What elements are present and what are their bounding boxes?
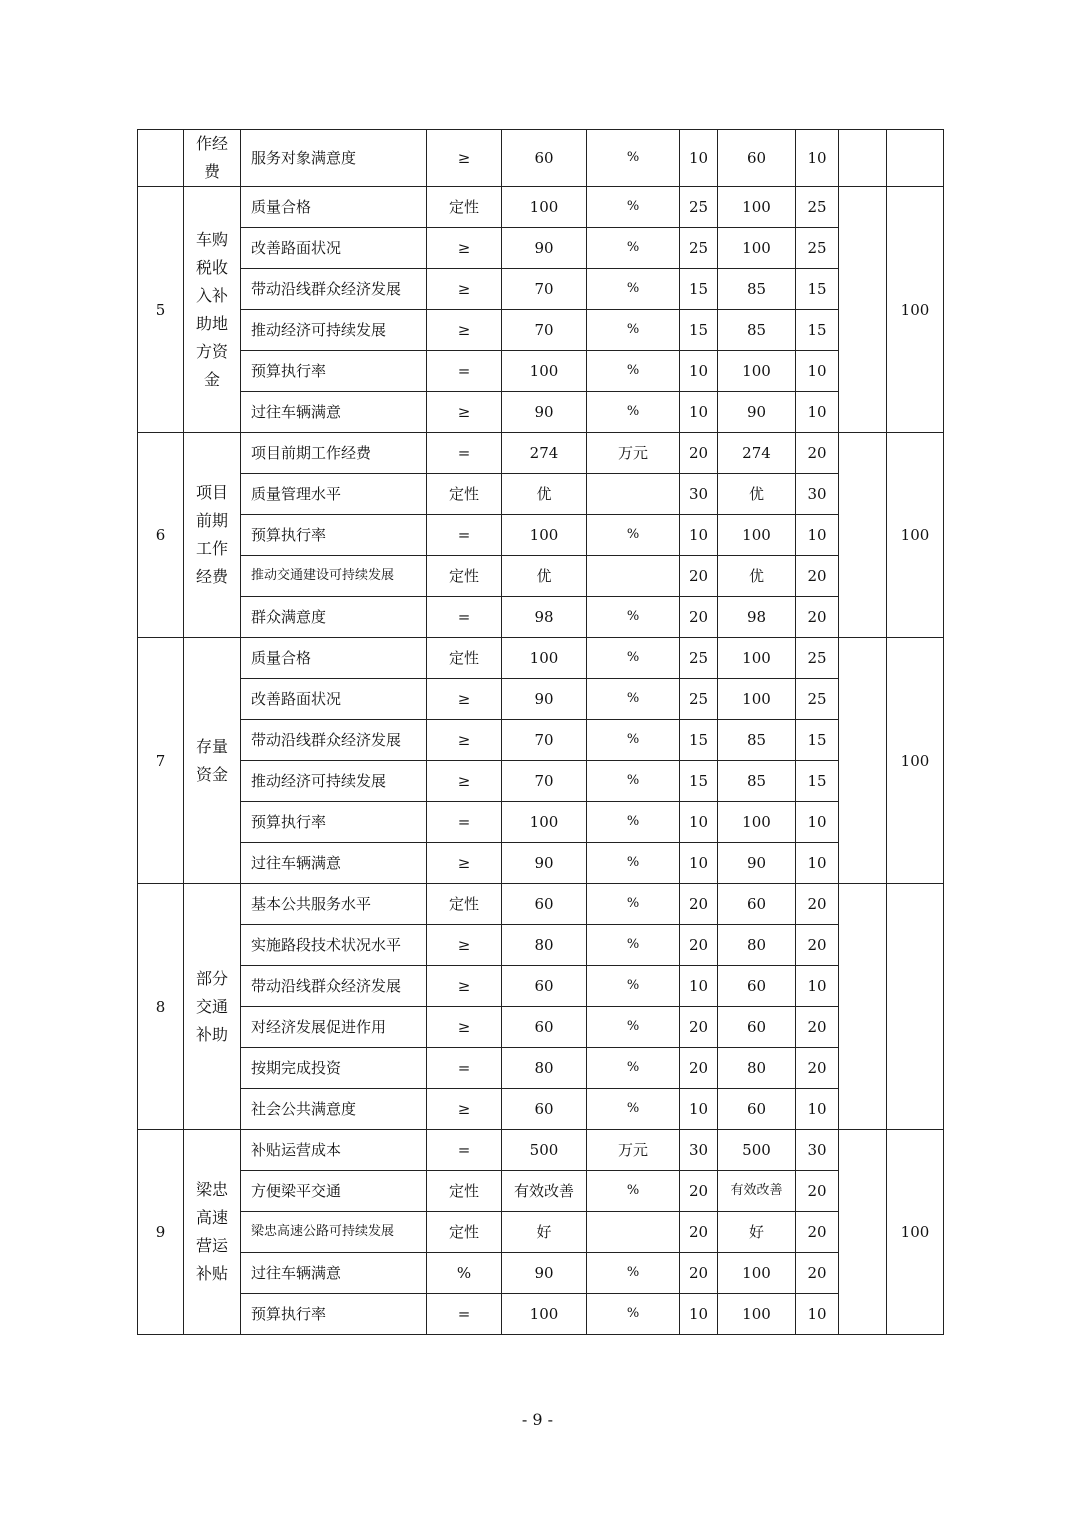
actual-cell: 100 <box>718 351 796 392</box>
weight-cell: 20 <box>680 556 718 597</box>
result-cell: 30 <box>796 474 839 515</box>
unit-cell: % <box>587 187 680 228</box>
actual-cell: 100 <box>718 638 796 679</box>
target-cell: 60 <box>502 1089 587 1130</box>
table-row <box>138 761 944 802</box>
table-row <box>138 556 944 597</box>
unit-cell: % <box>587 228 680 269</box>
weight-cell: 20 <box>680 925 718 966</box>
operator-cell: = <box>427 1130 502 1171</box>
unit-cell: % <box>587 679 680 720</box>
result-cell: 10 <box>796 1294 839 1335</box>
unit-cell: % <box>587 843 680 884</box>
result-cell: 10 <box>796 1089 839 1130</box>
table-row <box>138 638 944 679</box>
project-name-cell <box>184 1130 241 1335</box>
actual-cell: 100 <box>718 515 796 556</box>
table-row <box>138 679 944 720</box>
weight-cell: 20 <box>680 884 718 925</box>
result-cell: 20 <box>796 1007 839 1048</box>
unit-cell: % <box>587 966 680 1007</box>
result-cell: 20 <box>796 1212 839 1253</box>
operator-cell: ≥ <box>427 1007 502 1048</box>
weight-cell: 30 <box>680 474 718 515</box>
result-cell: 15 <box>796 761 839 802</box>
actual-cell: 100 <box>718 679 796 720</box>
result-cell: 10 <box>796 515 839 556</box>
result-cell: 25 <box>796 638 839 679</box>
indicator-cell: 推动经济可持续发展 <box>241 310 427 351</box>
weight-cell: 20 <box>680 1171 718 1212</box>
performance-table-body <box>138 130 944 1335</box>
result-cell: 20 <box>796 433 839 474</box>
actual-cell: 100 <box>718 802 796 843</box>
table-row <box>138 1253 944 1294</box>
unit-cell: % <box>587 392 680 433</box>
weight-cell: 25 <box>680 638 718 679</box>
project-name-line: 费 <box>203 162 220 181</box>
unit-cell: % <box>587 310 680 351</box>
result-cell: 20 <box>796 1048 839 1089</box>
project-name-line: 补助 <box>195 1024 228 1044</box>
target-cell: 80 <box>502 1048 587 1089</box>
operator-cell: 定性 <box>427 187 502 228</box>
project-name-line: 车购 <box>195 229 228 249</box>
unit-cell <box>587 556 680 597</box>
indicator-cell: 推动交通建设可持续发展 <box>241 556 427 597</box>
project-name-line: 工作 <box>195 539 228 558</box>
actual-cell: 优 <box>718 556 796 597</box>
operator-cell: = <box>427 597 502 638</box>
result-cell: 20 <box>796 1253 839 1294</box>
unit-cell: 万元 <box>587 433 680 474</box>
weight-cell: 15 <box>680 720 718 761</box>
target-cell: 90 <box>502 392 587 433</box>
indicator-cell: 改善路面状况 <box>241 679 427 720</box>
table-row <box>138 1294 944 1335</box>
unit-cell: % <box>587 761 680 802</box>
performance-table <box>137 129 944 1335</box>
unit-cell: % <box>587 130 680 187</box>
actual-cell: 60 <box>718 130 796 187</box>
table-row <box>138 966 944 1007</box>
operator-cell: ≥ <box>427 392 502 433</box>
actual-cell: 80 <box>718 925 796 966</box>
unit-cell <box>587 1212 680 1253</box>
indicator-cell: 实施路段技术状况水平 <box>241 925 427 966</box>
actual-cell: 100 <box>718 228 796 269</box>
result-cell: 10 <box>796 392 839 433</box>
project-number-cell: 5 <box>138 187 184 433</box>
result-cell: 25 <box>796 228 839 269</box>
project-number-cell: 6 <box>138 433 184 638</box>
actual-cell: 100 <box>718 1253 796 1294</box>
result-cell: 10 <box>796 802 839 843</box>
project-number-cell: 9 <box>138 1130 184 1335</box>
indicator-cell: 带动沿线群众经济发展 <box>241 720 427 761</box>
weight-cell: 20 <box>680 1212 718 1253</box>
weight-cell: 10 <box>680 351 718 392</box>
target-cell: 70 <box>502 720 587 761</box>
project-number-cell: 8 <box>138 884 184 1130</box>
blank-cell <box>839 433 887 638</box>
table-row <box>138 1212 944 1253</box>
blank-cell <box>839 884 887 1130</box>
target-cell: 优 <box>502 556 587 597</box>
project-name-line: 营运 <box>195 1236 228 1255</box>
weight-cell: 10 <box>680 392 718 433</box>
table-row <box>138 843 944 884</box>
project-name-cell <box>184 130 241 187</box>
target-cell: 100 <box>502 802 587 843</box>
project-name-line: 方资 <box>195 341 228 361</box>
weight-cell: 20 <box>680 597 718 638</box>
weight-cell: 15 <box>680 761 718 802</box>
actual-cell: 60 <box>718 884 796 925</box>
weight-cell: 10 <box>680 843 718 884</box>
unit-cell: % <box>587 802 680 843</box>
unit-cell <box>587 474 680 515</box>
target-cell: 优 <box>502 474 587 515</box>
actual-cell: 274 <box>718 433 796 474</box>
indicator-cell: 过往车辆满意 <box>241 392 427 433</box>
blank-cell <box>839 130 887 187</box>
indicator-cell: 方便梁平交通 <box>241 1171 427 1212</box>
unit-cell: % <box>587 1048 680 1089</box>
unit-cell: % <box>587 351 680 392</box>
unit-cell: % <box>587 1253 680 1294</box>
indicator-cell: 项目前期工作经费 <box>241 433 427 474</box>
table-row <box>138 187 944 228</box>
table-row <box>138 474 944 515</box>
actual-cell: 85 <box>718 761 796 802</box>
table-row <box>138 228 944 269</box>
unit-cell: % <box>587 1294 680 1335</box>
indicator-cell: 预算执行率 <box>241 351 427 392</box>
target-cell: 80 <box>502 925 587 966</box>
project-name-line: 存量 <box>195 736 228 756</box>
result-cell: 10 <box>796 130 839 187</box>
blank-cell <box>839 638 887 884</box>
project-score-cell: 100 <box>887 187 944 433</box>
table-row <box>138 515 944 556</box>
project-name-cell <box>184 638 241 884</box>
project-number-cell: 7 <box>138 638 184 884</box>
result-cell: 25 <box>796 187 839 228</box>
table-row <box>138 1048 944 1089</box>
weight-cell: 25 <box>680 187 718 228</box>
unit-cell: % <box>587 638 680 679</box>
indicator-cell: 服务对象满意度 <box>241 130 427 187</box>
indicator-cell: 预算执行率 <box>241 802 427 843</box>
indicator-cell: 补贴运营成本 <box>241 1130 427 1171</box>
weight-cell: 20 <box>680 1253 718 1294</box>
operator-cell: ≥ <box>427 130 502 187</box>
project-name-line: 资金 <box>195 764 228 784</box>
weight-cell: 20 <box>680 1048 718 1089</box>
actual-cell: 90 <box>718 843 796 884</box>
target-cell: 90 <box>502 1253 587 1294</box>
table-row <box>138 269 944 310</box>
unit-cell: % <box>587 1089 680 1130</box>
weight-cell: 20 <box>680 433 718 474</box>
target-cell: 60 <box>502 1007 587 1048</box>
weight-cell: 30 <box>680 1130 718 1171</box>
operator-cell: 定性 <box>427 1171 502 1212</box>
result-cell: 20 <box>796 925 839 966</box>
indicator-cell: 推动经济可持续发展 <box>241 761 427 802</box>
target-cell: 60 <box>502 966 587 1007</box>
result-cell: 15 <box>796 720 839 761</box>
target-cell: 100 <box>502 638 587 679</box>
target-cell: 500 <box>502 1130 587 1171</box>
operator-cell: ≥ <box>427 843 502 884</box>
actual-cell: 60 <box>718 966 796 1007</box>
operator-cell: 定性 <box>427 556 502 597</box>
operator-cell: ≥ <box>427 966 502 1007</box>
weight-cell: 15 <box>680 269 718 310</box>
indicator-cell: 预算执行率 <box>241 515 427 556</box>
indicator-cell: 按期完成投资 <box>241 1048 427 1089</box>
project-name-line: 交通 <box>195 996 228 1016</box>
project-score-cell: 100 <box>887 638 944 884</box>
page-number: - 9 - <box>521 1410 554 1429</box>
weight-cell: 10 <box>680 966 718 1007</box>
unit-cell: % <box>587 1007 680 1048</box>
indicator-cell: 预算执行率 <box>241 1294 427 1335</box>
project-name-line: 补贴 <box>195 1264 228 1283</box>
target-cell: 100 <box>502 515 587 556</box>
weight-cell: 25 <box>680 679 718 720</box>
indicator-cell: 过往车辆满意 <box>241 843 427 884</box>
table-row <box>138 1130 944 1171</box>
table-row <box>138 1171 944 1212</box>
project-name-line: 助地 <box>195 313 228 333</box>
indicator-cell: 带动沿线群众经济发展 <box>241 966 427 1007</box>
target-cell: 有效改善 <box>502 1171 587 1212</box>
indicator-cell: 质量合格 <box>241 638 427 679</box>
unit-cell: 万元 <box>587 1130 680 1171</box>
blank-cell <box>839 1130 887 1335</box>
unit-cell: % <box>587 515 680 556</box>
unit-cell: % <box>587 720 680 761</box>
operator-cell: 定性 <box>427 474 502 515</box>
operator-cell: = <box>427 802 502 843</box>
indicator-cell: 带动沿线群众经济发展 <box>241 269 427 310</box>
actual-cell: 60 <box>718 1007 796 1048</box>
table-row <box>138 433 944 474</box>
actual-cell: 85 <box>718 720 796 761</box>
project-score-cell: 100 <box>887 1130 944 1335</box>
actual-cell: 好 <box>718 1212 796 1253</box>
project-name-cell <box>184 884 241 1130</box>
target-cell: 70 <box>502 269 587 310</box>
result-cell: 20 <box>796 884 839 925</box>
table-row <box>138 1007 944 1048</box>
project-name-line: 经费 <box>195 567 228 586</box>
unit-cell: % <box>587 269 680 310</box>
unit-cell: % <box>587 925 680 966</box>
result-cell: 15 <box>796 269 839 310</box>
operator-cell: 定性 <box>427 638 502 679</box>
target-cell: 90 <box>502 679 587 720</box>
table-row <box>138 351 944 392</box>
actual-cell: 98 <box>718 597 796 638</box>
project-name-line: 入补 <box>195 285 228 305</box>
operator-cell: ≥ <box>427 925 502 966</box>
weight-cell: 10 <box>680 515 718 556</box>
operator-cell: = <box>427 351 502 392</box>
operator-cell: % <box>427 1253 502 1294</box>
indicator-cell: 质量合格 <box>241 187 427 228</box>
target-cell: 60 <box>502 130 587 187</box>
result-cell: 10 <box>796 351 839 392</box>
operator-cell: ≥ <box>427 310 502 351</box>
project-name-line: 税收 <box>195 257 228 277</box>
target-cell: 100 <box>502 187 587 228</box>
result-cell: 10 <box>796 843 839 884</box>
actual-cell: 85 <box>718 269 796 310</box>
unit-cell: % <box>587 597 680 638</box>
result-cell: 30 <box>796 1130 839 1171</box>
indicator-cell: 社会公共满意度 <box>241 1089 427 1130</box>
actual-cell: 80 <box>718 1048 796 1089</box>
indicator-cell: 对经济发展促进作用 <box>241 1007 427 1048</box>
weight-cell: 10 <box>680 802 718 843</box>
operator-cell: ≥ <box>427 720 502 761</box>
table-row <box>138 310 944 351</box>
operator-cell: ≥ <box>427 761 502 802</box>
actual-cell: 60 <box>718 1089 796 1130</box>
operator-cell: ≥ <box>427 679 502 720</box>
project-name-line: 前期 <box>195 511 228 530</box>
actual-cell: 100 <box>718 1294 796 1335</box>
table-row <box>138 720 944 761</box>
target-cell: 70 <box>502 761 587 802</box>
unit-cell: % <box>587 1171 680 1212</box>
target-cell: 100 <box>502 351 587 392</box>
target-cell: 好 <box>502 1212 587 1253</box>
operator-cell: ≥ <box>427 269 502 310</box>
project-score-cell <box>887 130 944 187</box>
result-cell: 25 <box>796 679 839 720</box>
project-score-cell: 100 <box>887 433 944 638</box>
unit-cell: % <box>587 884 680 925</box>
indicator-cell: 梁忠高速公路可持续发展 <box>241 1212 427 1253</box>
project-name-cell <box>184 187 241 433</box>
project-name-line: 项目 <box>195 483 228 502</box>
table-row <box>138 1089 944 1130</box>
table-row <box>138 884 944 925</box>
weight-cell: 15 <box>680 310 718 351</box>
weight-cell: 10 <box>680 1089 718 1130</box>
indicator-cell: 改善路面状况 <box>241 228 427 269</box>
weight-cell: 10 <box>680 130 718 187</box>
weight-cell: 20 <box>680 1007 718 1048</box>
target-cell: 100 <box>502 1294 587 1335</box>
table-row <box>138 597 944 638</box>
operator-cell: ≥ <box>427 228 502 269</box>
operator-cell: = <box>427 433 502 474</box>
operator-cell: = <box>427 1294 502 1335</box>
project-name-line: 作经 <box>195 134 228 153</box>
project-number-cell <box>138 130 184 187</box>
project-name-cell <box>184 433 241 638</box>
actual-cell: 100 <box>718 187 796 228</box>
result-cell: 20 <box>796 556 839 597</box>
target-cell: 98 <box>502 597 587 638</box>
operator-cell: = <box>427 1048 502 1089</box>
target-cell: 90 <box>502 228 587 269</box>
weight-cell: 10 <box>680 1294 718 1335</box>
indicator-cell: 过往车辆满意 <box>241 1253 427 1294</box>
table-row <box>138 925 944 966</box>
actual-cell: 500 <box>718 1130 796 1171</box>
actual-cell: 85 <box>718 310 796 351</box>
operator-cell: 定性 <box>427 1212 502 1253</box>
target-cell: 60 <box>502 884 587 925</box>
blank-cell <box>839 187 887 433</box>
project-name-line: 部分 <box>195 968 228 988</box>
result-cell: 10 <box>796 966 839 1007</box>
weight-cell: 25 <box>680 228 718 269</box>
target-cell: 90 <box>502 843 587 884</box>
project-name-line: 梁忠 <box>195 1180 228 1199</box>
table-row <box>138 802 944 843</box>
operator-cell: ≥ <box>427 1089 502 1130</box>
result-cell: 20 <box>796 1171 839 1212</box>
indicator-cell: 群众满意度 <box>241 597 427 638</box>
target-cell: 274 <box>502 433 587 474</box>
actual-cell: 优 <box>718 474 796 515</box>
operator-cell: = <box>427 515 502 556</box>
target-cell: 70 <box>502 310 587 351</box>
table-row <box>138 130 944 187</box>
table-row <box>138 392 944 433</box>
project-name-line: 金 <box>203 369 220 389</box>
indicator-cell: 质量管理水平 <box>241 474 427 515</box>
project-score-cell <box>887 884 944 1130</box>
project-name-line: 高速 <box>195 1208 228 1227</box>
actual-cell: 有效改善 <box>718 1171 796 1212</box>
result-cell: 20 <box>796 597 839 638</box>
actual-cell: 90 <box>718 392 796 433</box>
operator-cell: 定性 <box>427 884 502 925</box>
result-cell: 15 <box>796 310 839 351</box>
indicator-cell: 基本公共服务水平 <box>241 884 427 925</box>
